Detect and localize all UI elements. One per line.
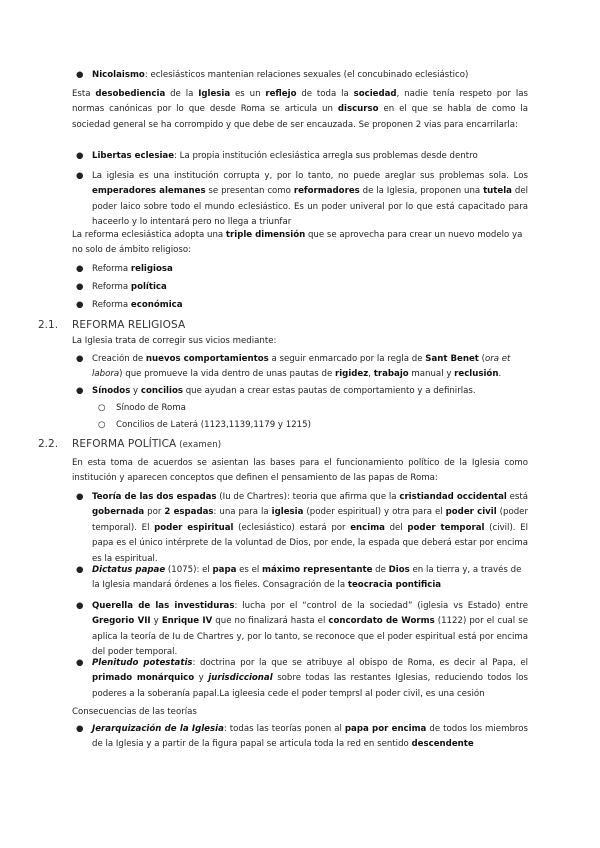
bullet: ●: [76, 354, 84, 364]
list-item-reforma-politica: Reforma política: [92, 282, 167, 292]
paragraph-toma-acuerdos: En esta toma de acuerdos se asientan las bases para el funcionamiento político de la Iglesia como institución y aparecen conceptos que definen el pensamiento de las papas de Roma:: [72, 458, 528, 484]
list-item-sinodos: Sínodos y concilios que ayudan a crear estas pautas de comportamiento y a definirlas.: [92, 386, 476, 396]
list-item-corrupta: La iglesia es una institución corrupta y, por lo tanto, no puede areglar sus problemas sola. Los emperadores alemanes se presentan como reformadores de la Iglesia, proponen una tutela del poder laico sobre todo el mundo eclesiástico. Es un poder univeral por lo que está capacitado para haceerlo y lo intentará pero no llega a triunfar: [92, 171, 528, 228]
bullet: ●: [76, 151, 84, 161]
list-item-reforma-religiosa: Reforma religiosa: [92, 264, 173, 274]
sub-item-concilios-latera: Concilios de Laterá (1123,1139,1179 y 1215): [116, 420, 311, 430]
paragraph-consecuencias: Consecuencias de las teorías: [72, 707, 197, 717]
list-item-reforma-economica: Reforma económica: [92, 300, 183, 310]
sub-item-sinodo-roma: Sínodo de Roma: [116, 403, 186, 413]
list-item-dictatus-papae: Dictatus papae (1075): el papa es el máximo representante de Dios en la tierra y, a través de la Iglesia mandará órdenes a los fieles. Consagración de la teocracia pontificia: [92, 565, 522, 591]
bullet: ●: [76, 282, 84, 292]
section-number-2-2: 2.2.: [38, 438, 59, 450]
bullet: ●: [76, 601, 84, 611]
bullet: ●: [76, 724, 84, 734]
paragraph-triple-dimension: La reforma eclesiástica adopta una triple dimensión que se aprovecha para crear un nuevo modelo ya no solo de ámbito religioso:: [72, 230, 523, 256]
section-heading-reforma-religiosa: REFORMA RELIGIOSA: [72, 319, 186, 331]
list-item-nicolaismo: Nicolaismo: eclesiásticos mantenian relaciones sexuales (el concubinado eclesiástico): [92, 70, 469, 80]
sub-bullet: ○: [98, 420, 106, 430]
paragraph-corregir-vicios: La Iglesia trata de corregir sus vicios mediante:: [72, 336, 277, 346]
bullet: ●: [76, 658, 84, 668]
bullet: ●: [76, 70, 84, 80]
section-note: (examen): [176, 440, 222, 450]
list-item-creacion: Creación de nuevos comportamientos a seguir enmarcado por la regla de Sant Benet (ora et labora) que promueve la vida dentro de unas pautas de rigidez, trabajo manual y reclusión.: [92, 354, 511, 380]
list-item-dos-espadas: Teoría de las dos espadas (Iu de Chartres): teoria que afirma que la cristiandad occidental está gobernada por 2 espadas: una para la iglesia (poder espiritual) y otra para el poder civil (poder temporal). El poder espiritual (eclesiástico) estará por encima del poder temporal (civil). El papa es el único intérprete de la voluntad de Dios, por ende, la espada que deberá estar por encima es la espiritual.: [92, 492, 529, 564]
list-item-plenitudo: Plenitudo potestatis: doctrina por la que se atribuye al obispo de Roma, es decir al Papa, el primado monárquico y jurisdiccional sobre todas las restantes Iglesias, reduciendo todos los poderes a la soberanía papal.La igleesia cede el poder temprsl al poder civil, es una cesión: [92, 658, 529, 699]
bullet: ●: [76, 565, 84, 575]
list-item-jerarquizacion: Jerarquización de la Iglesia: todas las teorías ponen al papa por encima de todos los miembros de la Iglesia y a partir de la figura papal se articula toda la red en sentido descendente: [92, 724, 529, 750]
section-number-2-1: 2.1.: [38, 319, 59, 331]
list-item-querella: Querella de las investiduras: lucha por el “control de la sociedad” (iglesia vs Estado) entre Gregorio VII y Enrique IV que no finalizará hasta el concordato de Worms (1122) por el cual se aplica la teoría de Iu de Chartres y, por lo tanto, se reconoce que el poder espiritual está por encima del poder temporal.: [92, 601, 528, 658]
bullet: ●: [76, 300, 84, 310]
list-item-libertas: Libertas eclesiae: La propia institución eclesiástica arregla sus problemas desde dentro: [92, 151, 478, 161]
bullet: ●: [76, 386, 84, 396]
paragraph-desobediencia: Esta desobediencia de la Iglesia es un reflejo de toda la sociedad, nadie tenía respeto por las normas canónicas por lo que desde Roma se articula un discurso en el que se habla de como la sociedad general se ha corrompido y que debe de ser encauzada. Se proponen 2 vias para encarrilarla:: [72, 89, 529, 130]
bullet: ●: [76, 264, 84, 274]
bullet: ●: [76, 171, 84, 181]
bullet: ●: [76, 492, 84, 502]
section-heading-reforma-politica: REFORMA POLÍTICA (examen): [72, 438, 222, 450]
sub-bullet: ○: [98, 403, 106, 413]
